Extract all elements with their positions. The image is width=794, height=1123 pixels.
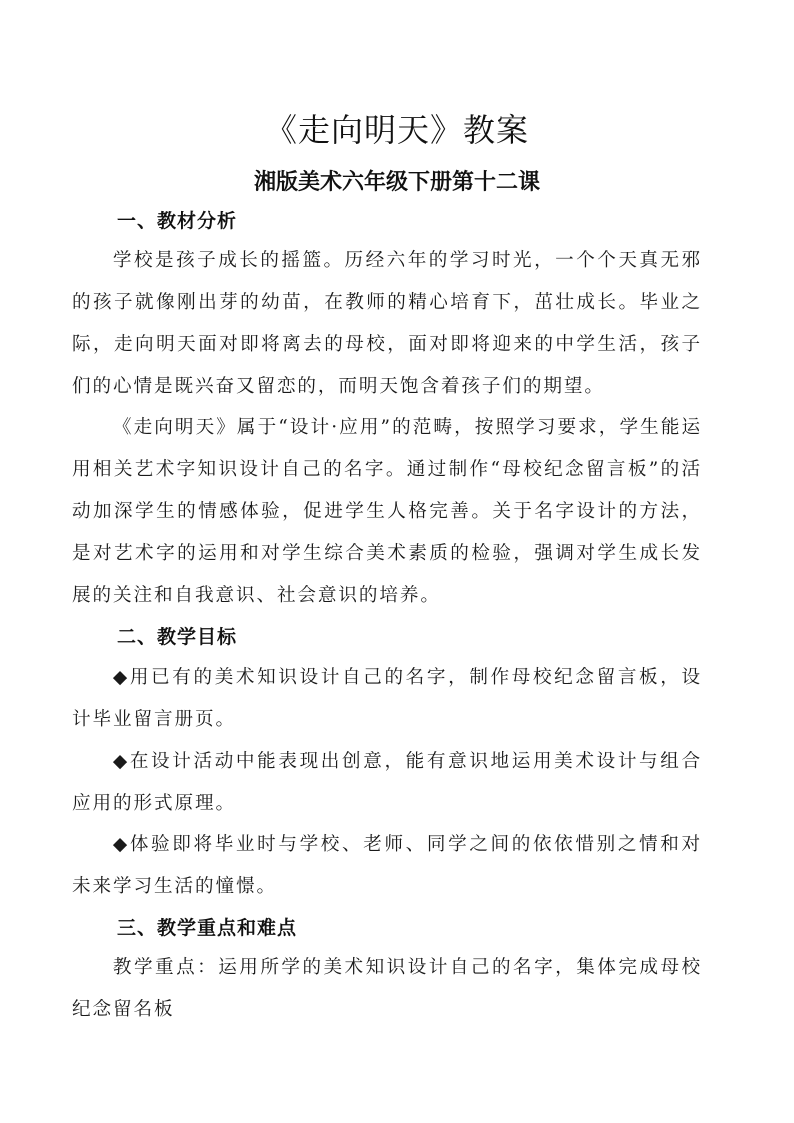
section-heading-materials-analysis: 一、教材分析: [117, 210, 238, 232]
document-title: 《走向明天》教案: [264, 111, 529, 149]
goal-item-3: ◆体验即将毕业时与学校、老师、同学之间的依依惜别之情和对未来学习生活的憧憬。: [72, 834, 702, 897]
goal-item-2: ◆在设计活动中能表现出创意，能有意识地运用美术设计与组合应用的形式原理。: [72, 751, 702, 814]
goal-item-1: ◆用已有的美术知识设计自己的名字，制作母校纪念留言板，设计毕业留言册页。: [72, 667, 702, 730]
section-heading-key-points: 三、教学重点和难点: [117, 917, 298, 939]
paragraph-key-points: 教学重点：运用所学的美术知识设计自己的名字，集体完成母校纪念留名板: [72, 957, 702, 1020]
paragraph-materials-2: 《走向明天》属于“设计·应用”的范畴，按照学习要求，学生能运用相关艺术字知识设计自己的名字。通过制作“母校纪念留言板”的活动加深学生的情感体验，促进学生人格完善。关于名字设计的方法，是对艺术字的运用和对学生综合美术素质的检验，强调对学生成长发展的关注和自我意识、社会意识的培养。: [72, 417, 702, 606]
paragraph-materials-1: 学校是孩子成长的摇篮。历经六年的学习时光，一个个天真无邪的孩子就像刚出芽的幼苗，在教师的精心培育下，茁壮成长。毕业之际，走向明天面对即将离去的母校，面对即将迎来的中学生活，孩子们的心情是既兴奋又留恋的，而明天饱含着孩子们的期望。: [72, 250, 702, 397]
section-heading-teaching-goals: 二、教学目标: [117, 626, 238, 648]
document-subtitle: 湘版美术六年级下册第十二课: [253, 169, 540, 195]
